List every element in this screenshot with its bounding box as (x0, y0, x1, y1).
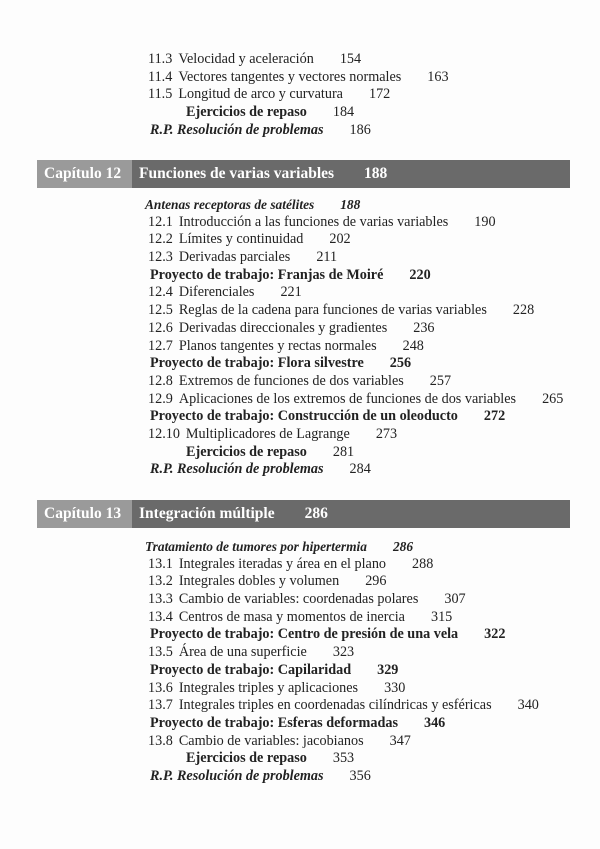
section-number: 12.6 (148, 319, 173, 336)
entry-title: Aplicaciones de los extremos de funciones de dos variables (178, 390, 517, 407)
entry-page: 188 (340, 197, 361, 212)
chapter-page: 188 (364, 165, 388, 182)
entry-title: Introducción a las funciones de varias variables (178, 213, 449, 230)
toc-entry-sec (0, 86, 600, 104)
toc-entry-sec (0, 697, 600, 715)
entry-page: 186 (349, 121, 371, 138)
toc-entry-rp (0, 768, 600, 786)
toc-entry-sec (0, 320, 600, 338)
toc-entry-sec (0, 426, 600, 444)
chapter-12-list (0, 196, 600, 479)
entry-page: 256 (389, 355, 412, 372)
entry-title: Derivadas parciales (178, 249, 291, 266)
entry-page: 184 (332, 104, 355, 121)
entry-page: 257 (429, 372, 452, 389)
entry-page: 347 (389, 732, 411, 749)
entry-page: 154 (339, 51, 362, 67)
entry-title: Vectores tangentes y vectores normales (178, 68, 402, 85)
toc-entry-bold (0, 626, 600, 644)
entry-title: Cambio de variables: coordenadas polares (178, 591, 419, 608)
toc-entry-sec (0, 284, 600, 302)
entry-page: 322 (484, 626, 506, 643)
section-number: 12.10 (148, 425, 180, 442)
section-number: 13.2 (148, 573, 173, 590)
entry-title: R.P. Resolución de problemas (150, 767, 324, 784)
toc-entry-rp (0, 461, 600, 479)
entry-page: 163 (427, 68, 449, 85)
chapter-13-header (37, 500, 570, 528)
entry-title: Proyecto de trabajo: Centro de presión de una vela (150, 626, 459, 643)
toc-entry-bold (0, 715, 600, 733)
entry-title: Diferenciales (178, 284, 255, 301)
toc-entry-sec (0, 391, 600, 409)
section-number: 13.3 (148, 591, 173, 608)
entry-title: Antenas receptoras de satélites (145, 197, 315, 212)
toc-entry-sec (0, 609, 600, 627)
entry-page: 272 (483, 408, 506, 425)
section-number: 13.7 (148, 697, 173, 714)
section-number: 12.7 (148, 337, 173, 354)
entry-title: Integrales triples y aplicaciones (178, 679, 359, 696)
section-number: 12.1 (148, 213, 173, 230)
section-number: 12.4 (148, 284, 173, 301)
section-number: 12.9 (148, 390, 173, 407)
toc-entry-bold (0, 355, 600, 373)
section-number: 12.5 (148, 302, 173, 319)
entry-title: R.P. Resolución de problemas (150, 461, 324, 478)
toc-entry-intro (0, 196, 600, 214)
entry-title: Velocidad y aceleración (178, 51, 314, 67)
entry-title: R.P. Resolución de problemas (150, 121, 324, 138)
toc-entry-sec (0, 733, 600, 751)
chapter-title-box (132, 500, 570, 528)
chapter-page: 286 (304, 505, 328, 522)
toc-entry-sec (0, 373, 600, 391)
section-number: 11.3 (148, 51, 173, 67)
entry-page: 211 (316, 249, 338, 266)
section-number: 11.5 (148, 86, 173, 103)
entry-page: 284 (349, 461, 371, 478)
toc-entry-ex (0, 750, 600, 768)
entry-title: Área de una superficie (178, 644, 307, 661)
chapter-13-list (0, 538, 600, 786)
entry-title: Tratamiento de tumores por hipertermia (145, 539, 367, 554)
entry-page: 323 (332, 644, 355, 661)
entry-page: 286 (392, 539, 414, 554)
chapter-label: Capítulo 13 (37, 500, 132, 528)
toc-entry-sec (0, 231, 600, 249)
entry-page: 248 (402, 337, 424, 354)
entry-page: 330 (384, 679, 406, 696)
toc-entry-sec (0, 680, 600, 698)
entry-title: Proyecto de trabajo: Construcción de un oleoducto (150, 408, 458, 425)
entry-page: 220 (409, 266, 431, 283)
chapter-title-box (132, 160, 570, 188)
entry-page: 273 (375, 425, 398, 442)
chapter-label: Capítulo 12 (37, 160, 132, 188)
entry-page: 315 (430, 608, 453, 625)
toc-entry-bold (0, 408, 600, 426)
toc-entry-rp (0, 122, 600, 140)
entry-title: Reglas de la cadena para funciones de varias variables (178, 302, 487, 319)
entry-page: 288 (412, 555, 434, 572)
section-number: 13.1 (148, 555, 173, 572)
toc-entry-sec (0, 249, 600, 267)
entry-page: 346 (423, 714, 446, 731)
entry-title: Ejercicios de repaso (186, 443, 307, 460)
section-number: 13.8 (148, 732, 173, 749)
entry-title: Ejercicios de repaso (186, 750, 307, 767)
toc-entry-sec (0, 644, 600, 662)
section-number: 12.3 (148, 249, 173, 266)
section-number: 12.2 (148, 231, 173, 248)
toc-entry-sec (0, 556, 600, 574)
toc-entry-sec (0, 573, 600, 591)
entry-page: 236 (413, 319, 435, 336)
toc-entry-sec (0, 338, 600, 356)
entry-title: Ejercicios de repaso (186, 104, 307, 121)
entry-page: 221 (280, 284, 302, 301)
chapter-12-header (37, 160, 570, 188)
entry-page: 353 (332, 750, 355, 767)
entry-title: Planos tangentes y rectas normales (178, 337, 377, 354)
section-number: 11.4 (148, 68, 173, 85)
entry-page: 281 (332, 443, 355, 460)
chapter-title: Funciones de varias variables (139, 165, 335, 182)
entry-page: 190 (474, 213, 496, 230)
toc-entry-ex (0, 444, 600, 462)
entry-page: 296 (365, 573, 387, 590)
entry-title: Integrales iteradas y área en el plano (178, 555, 387, 572)
toc-entry-sec (0, 51, 600, 69)
section-number: 13.5 (148, 644, 173, 661)
entry-title: Proyecto de trabajo: Franjas de Moiré (150, 266, 384, 283)
entry-title: Proyecto de trabajo: Capilaridad (150, 661, 352, 678)
entry-title: Extremos de funciones de dos variables (178, 372, 404, 389)
toc-entry-bold (0, 662, 600, 680)
section-number: 12.8 (148, 372, 173, 389)
section-number: 13.4 (148, 608, 173, 625)
toc-entry-sec (0, 214, 600, 232)
entry-page: 202 (329, 231, 351, 248)
entry-page: 172 (368, 86, 391, 103)
entry-page: 356 (349, 767, 371, 784)
entry-page: 307 (444, 591, 466, 608)
entry-title: Límites y continuidad (178, 231, 304, 248)
toc-entry-ex (0, 104, 600, 122)
entry-page: 329 (377, 661, 399, 678)
entry-title: Proyecto de trabajo: Flora silvestre (150, 355, 364, 372)
entry-page: 340 (517, 697, 539, 714)
entry-title: Centros de masa y momentos de inercia (178, 608, 405, 625)
entry-page: 228 (512, 302, 535, 319)
toc-entry-intro (0, 538, 600, 556)
toc-entry-sec (0, 302, 600, 320)
entry-title: Integrales triples en coordenadas cilíndricas y esféricas (178, 697, 492, 714)
entry-title: Cambio de variables: jacobianos (178, 732, 364, 749)
toc-entry-bold (0, 267, 600, 285)
entry-title: Proyecto de trabajo: Esferas deformadas (150, 714, 398, 731)
entry-title: Integrales dobles y volumen (178, 573, 340, 590)
section-number: 13.6 (148, 679, 173, 696)
chapter-title: Integración múltiple (139, 505, 275, 522)
entry-title: Derivadas direccionales y gradientes (178, 319, 388, 336)
toc-entry-sec (0, 69, 600, 87)
entry-title: Longitud de arco y curvatura (178, 86, 343, 103)
toc-entry-sec (0, 591, 600, 609)
entry-title: Multiplicadores de Lagrange (185, 425, 350, 442)
entry-page: 265 (542, 390, 564, 407)
chapter-11-tail-list (0, 51, 600, 139)
